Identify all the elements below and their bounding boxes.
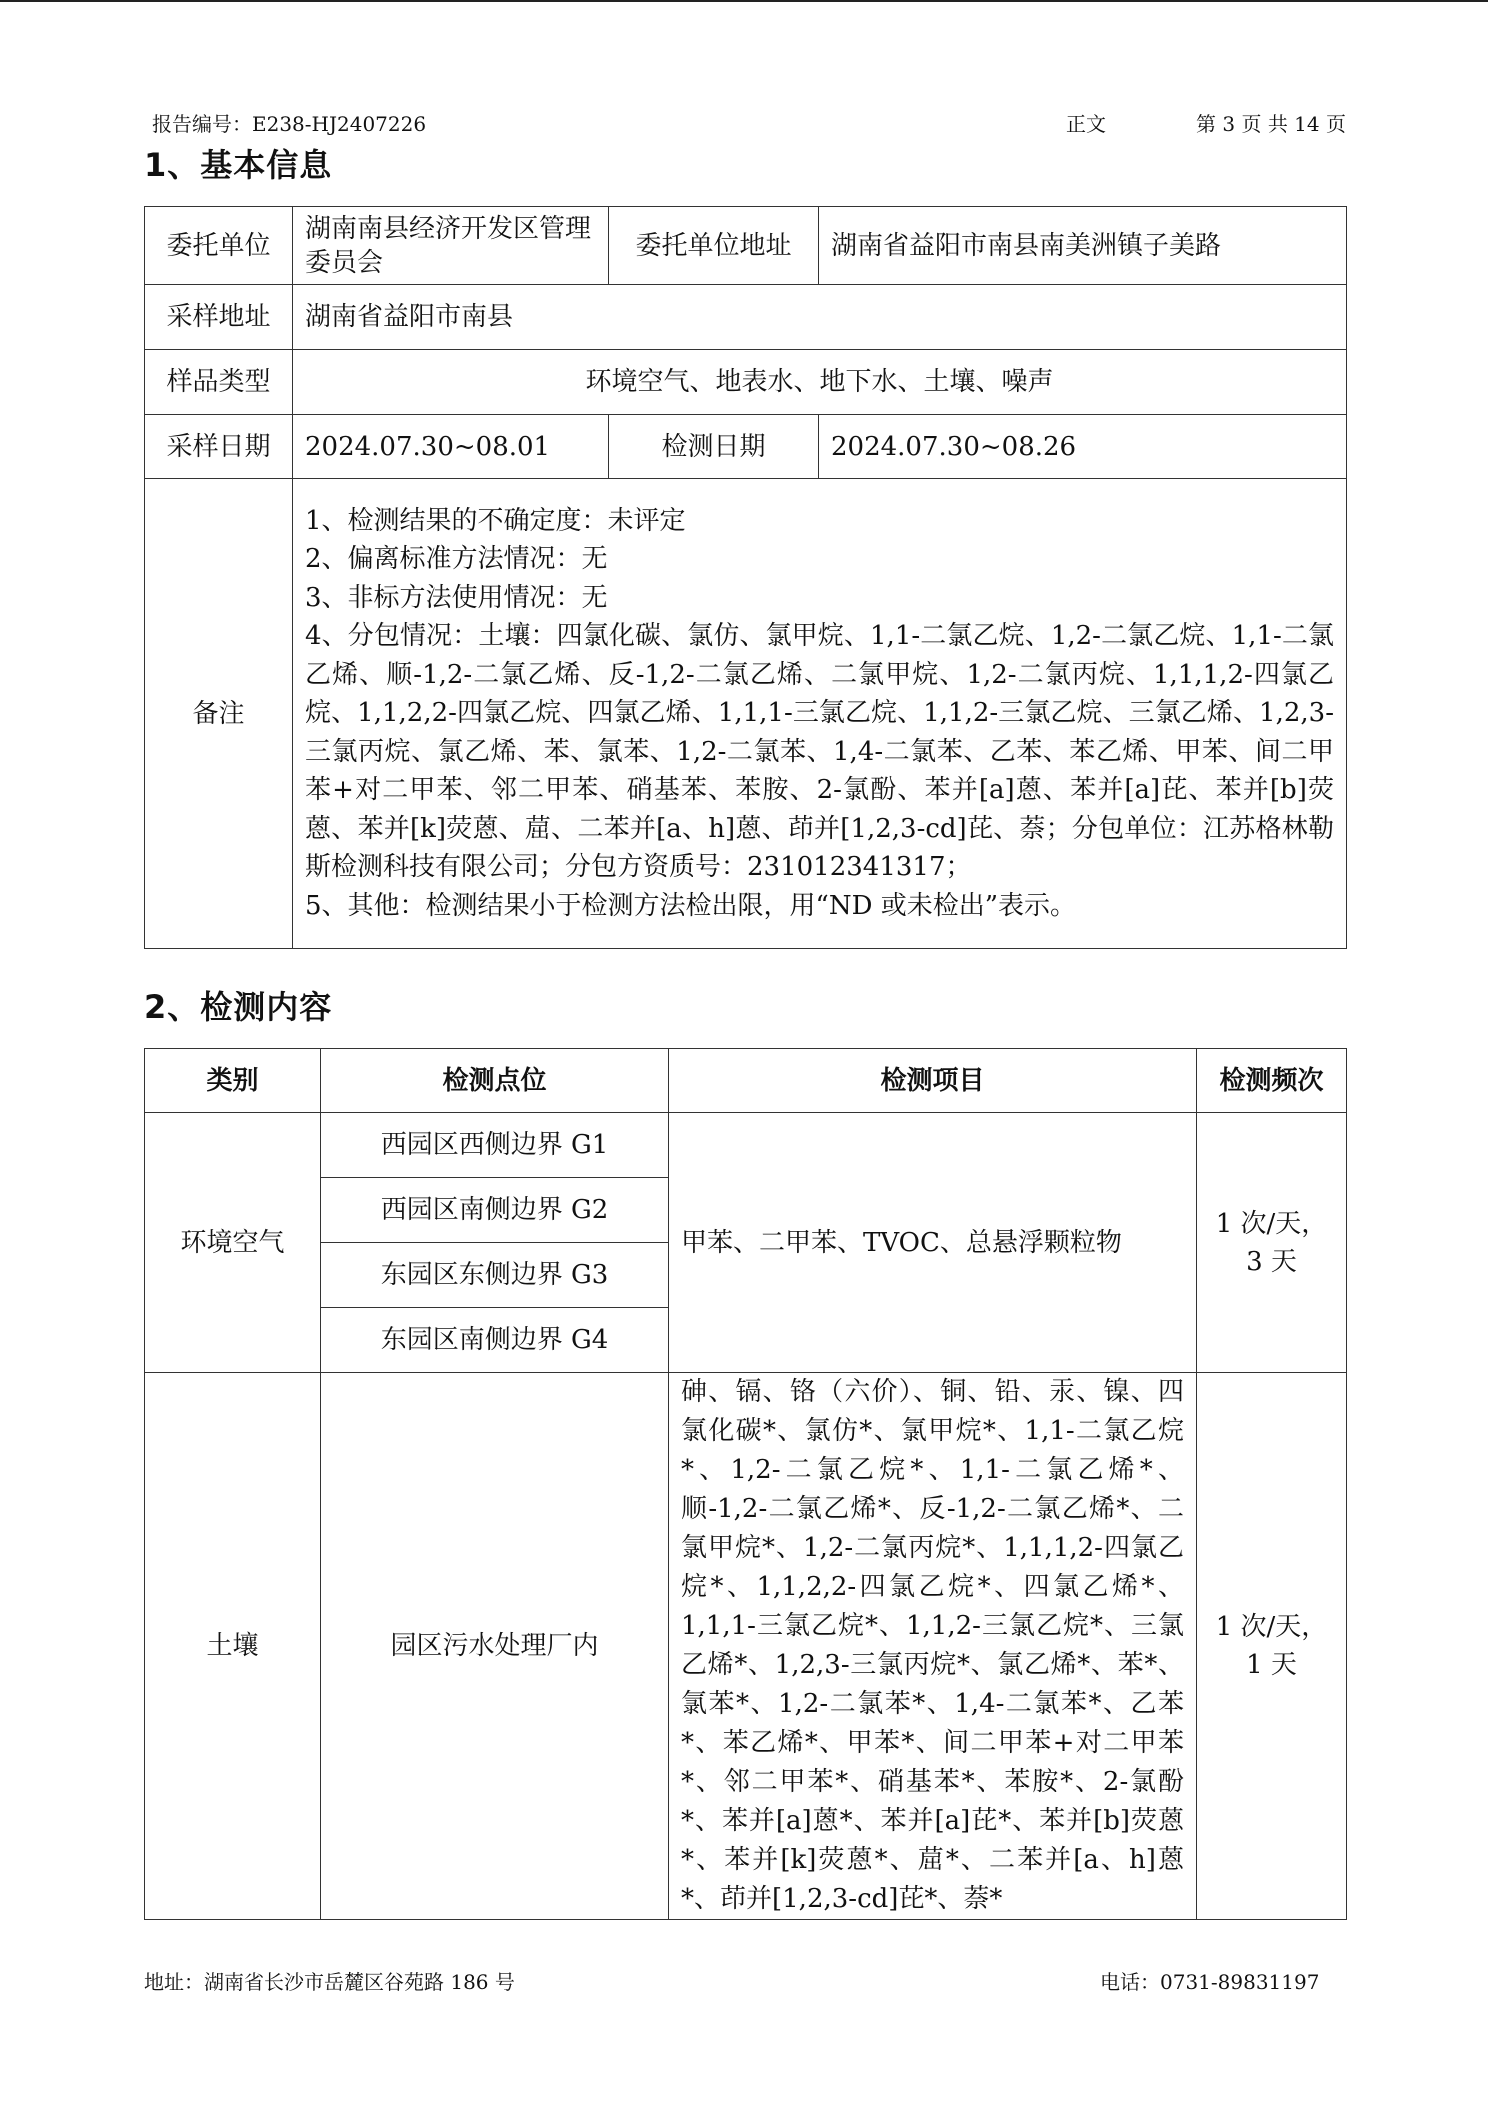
sampling-address-label: 采样地址 <box>145 285 293 350</box>
basic-info-table <box>144 206 1347 949</box>
table-row <box>145 285 1347 350</box>
page-number: 第 3 页 共 14 页 <box>1196 112 1346 136</box>
table-header-row <box>145 1049 1347 1113</box>
test-date-label: 检测日期 <box>609 415 819 479</box>
sampling-address-value: 湖南省益阳市南县 <box>293 285 1347 350</box>
table-row <box>145 350 1347 415</box>
client-label: 委托单位 <box>145 207 293 285</box>
footer-address: 地址：湖南省长沙市岳麓区谷苑路 186 号 <box>144 1970 515 1994</box>
soil-category: 土壤 <box>145 1373 321 1920</box>
remark-item: 3、非标方法使用情况：无 <box>305 582 608 613</box>
page-header-right <box>1066 108 1346 137</box>
remarks-cell <box>293 479 1347 949</box>
remark-item: 5、其他：检测结果小于检测方法检出限，用“ND 或未检出”表示。 <box>305 890 1076 921</box>
table-row <box>145 415 1347 479</box>
air-items: 甲苯、二甲苯、TVOC、总悬浮颗粒物 <box>669 1113 1197 1373</box>
footer-phone: 电话：0731-89831197 <box>1100 1970 1320 1994</box>
air-category: 环境空气 <box>145 1113 321 1373</box>
header-category: 类别 <box>145 1049 321 1113</box>
top-border <box>0 0 1488 2</box>
header-items: 检测项目 <box>669 1049 1197 1113</box>
sampling-date-value: 2024.07.30~08.01 <box>293 415 609 479</box>
basic-info-title: 1、基本信息 <box>144 146 333 184</box>
sampling-date-label: 采样日期 <box>145 415 293 479</box>
test-date-value: 2024.07.30~08.26 <box>819 415 1347 479</box>
header-frequency: 检测频次 <box>1197 1049 1347 1113</box>
section-label: 正文 <box>1066 112 1106 136</box>
table-row <box>145 1373 1347 1920</box>
air-point: 东园区南侧边界 G4 <box>321 1308 669 1373</box>
soil-frequency: 1 次/天，1 天 <box>1197 1373 1347 1920</box>
sample-type-label: 样品类型 <box>145 350 293 415</box>
report-number: 报告编号：E238-HJ2407226 <box>152 112 427 136</box>
content-title: 2、检测内容 <box>144 988 333 1026</box>
remark-item: 4、分包情况：土壤：四氯化碳、氯仿、氯甲烷、1,1-二氯乙烷、1,2-二氯乙烷、1,1-二氯乙烯、顺-1,2-二氯乙烯、反-1,2-二氯乙烯、二氯甲烷、1,2-二氯丙烷、1,1,1,2-四氯乙烷、1,1,2,2-四氯乙烷、四氯乙烯、1,1,1-三氯乙烷、1,1,2-三氯乙烷、三氯乙烯、1,2,3-三氯丙烷、氯乙烯、苯、氯苯、1,2-二氯苯、1,4-二氯苯、乙苯、苯乙烯、甲苯、间二甲苯+对二甲苯、邻二甲苯、硝基苯、苯胺、2-氯酚、苯并[a]蒽、苯并[a]芘、苯并[b]荧蒽、苯并[k]荧蒽、䓛、二苯并[a、h]蒽、茚并[1,2,3-cd]芘、萘；分包单位：江苏格林勒斯检测科技有限公司；分包方资质号：231012341317； <box>305 621 1334 883</box>
air-point: 西园区西侧边界 G1 <box>321 1113 669 1178</box>
soil-point: 园区污水处理厂内 <box>321 1373 669 1920</box>
remarks-label: 备注 <box>145 479 293 949</box>
air-frequency: 1 次/天，3 天 <box>1197 1113 1347 1373</box>
client-address-label: 委托单位地址 <box>609 207 819 285</box>
table-row <box>145 1113 1347 1178</box>
sample-type-value: 环境空气、地表水、地下水、土壤、噪声 <box>293 350 1347 415</box>
remark-item: 2、偏离标准方法情况：无 <box>305 544 608 575</box>
air-point: 西园区南侧边界 G2 <box>321 1178 669 1243</box>
test-content-table <box>144 1048 1347 1920</box>
air-point: 东园区东侧边界 G3 <box>321 1243 669 1308</box>
client-value: 湖南南县经济开发区管理委员会 <box>293 207 609 285</box>
table-row <box>145 479 1347 949</box>
soil-items: 砷、镉、铬（六价）、铜、铅、汞、镍、四氯化碳*、氯仿*、氯甲烷*、1,1-二氯乙烷*、1,2-二氯乙烷*、1,1-二氯乙烯*、顺-1,2-二氯乙烯*、反-1,2-二氯乙烯*、二氯甲烷*、1,2-二氯丙烷*、1,1,1,2-四氯乙烷*、1,1,2,2-四氯乙烷*、四氯乙烯*、1,1,1-三氯乙烷*、1,1,2-三氯乙烷*、三氯乙烯*、1,2,3-三氯丙烷*、氯乙烯*、苯*、氯苯*、1,2-二氯苯*、1,4-二氯苯*、乙苯*、苯乙烯*、甲苯*、间二甲苯+对二甲苯*、邻二甲苯*、硝基苯*、苯胺*、2-氯酚*、苯并[a]蒽*、苯并[a]芘*、苯并[b]荧蒽*、苯并[k]荧蒽*、䓛*、二苯并[a、h]蒽*、茚并[1,2,3-cd]芘*、萘* <box>669 1373 1197 1920</box>
client-address-value: 湖南省益阳市南县南美洲镇子美路 <box>819 207 1347 285</box>
header-point: 检测点位 <box>321 1049 669 1113</box>
table-row <box>145 207 1347 285</box>
remark-item: 1、检测结果的不确定度：未评定 <box>305 505 686 536</box>
